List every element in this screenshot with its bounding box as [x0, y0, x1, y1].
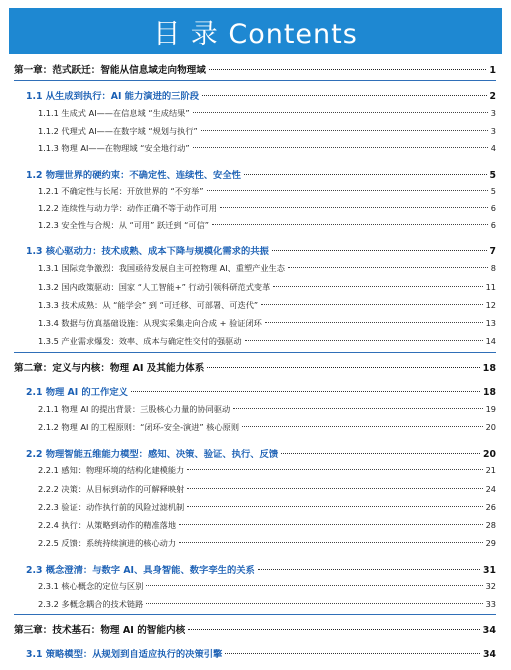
dot-leader: [220, 207, 488, 208]
toc-page-number: 20: [483, 449, 496, 460]
toc-entry-title: 2.3.2 多概念耦合的技术链路: [38, 599, 144, 609]
toc-entry-title: 1.3 核心驱动力：技术成熟、成本下降与规模化需求的共振: [26, 246, 269, 257]
toc-subsection-entry[interactable]: [38, 220, 496, 231]
dot-leader: [209, 69, 486, 70]
toc-entry-title: 2.2.2 决策：从目标到动作的可解释映射: [38, 484, 185, 494]
chapter-divider: [14, 614, 496, 615]
toc-section-entry[interactable]: [26, 646, 496, 660]
toc-section-entry[interactable]: [26, 243, 496, 257]
toc-page-number: 19: [485, 404, 496, 414]
toc-subsection-entry[interactable]: [38, 282, 496, 293]
toc-page-number: 24: [485, 484, 496, 494]
dot-leader: [233, 408, 482, 409]
toc-subsection-entry[interactable]: [38, 263, 496, 274]
toc-entry-title: 第一章：范式跃迁：智能从信息域走向物理域: [14, 65, 206, 76]
toc-chapter-entry[interactable]: [14, 360, 496, 374]
toc-entry-title: 1.3.5 产业需求爆发：效率、成本与确定性交付的强驱动: [38, 336, 242, 346]
toc-page-number: 13: [485, 318, 496, 328]
toc-subsection-entry[interactable]: [38, 520, 496, 531]
dot-leader: [207, 190, 488, 191]
dot-leader: [272, 250, 487, 251]
toc-chapter-entry[interactable]: [14, 62, 496, 76]
dot-leader: [258, 569, 480, 570]
toc-subsection-entry[interactable]: [38, 465, 496, 476]
dot-leader: [225, 653, 480, 654]
contents-title: 目 录 Contents: [153, 18, 358, 50]
toc-page-number: 20: [485, 422, 496, 432]
toc-subsection-entry[interactable]: [38, 126, 496, 137]
toc-entry-title: 2.1.1 物理 AI 的提出背景：三股核心力量的协同驱动: [38, 404, 231, 414]
toc-page-number: 12: [485, 300, 496, 310]
toc-page-number: 4: [490, 143, 496, 153]
dot-leader: [265, 322, 483, 323]
toc-page-number: 31: [483, 565, 496, 576]
toc-page-number: 7: [489, 246, 496, 257]
toc-subsection-entry[interactable]: [38, 300, 496, 311]
toc-page-number: 33: [485, 599, 496, 609]
toc-page-number: 5: [490, 186, 496, 196]
toc-page-number: 3: [490, 108, 496, 118]
toc-subsection-entry[interactable]: [38, 318, 496, 329]
toc-page-number: 2: [489, 91, 496, 102]
toc-subsection-entry[interactable]: [38, 599, 496, 610]
toc-subsection-entry[interactable]: [38, 484, 496, 495]
dot-leader: [281, 453, 480, 454]
toc-entry-title: 2.2 物理智能五维能力模型：感知、决策、验证、执行、反馈: [26, 449, 279, 460]
toc-subsection-entry[interactable]: [38, 581, 496, 592]
toc-subsection-entry[interactable]: [38, 108, 496, 119]
dot-leader: [187, 488, 482, 489]
toc-page-number: 32: [485, 581, 496, 591]
toc-entry-title: 1.2.2 连续性与动力学：动作正确不等于动作可用: [38, 203, 217, 213]
chapter-divider: [14, 80, 496, 81]
toc-page-number: 26: [485, 502, 496, 512]
toc-entry-title: 1.3.1 国际竞争激烈：我国亟待发展自主可控物理 AI、重塑产业生态: [38, 263, 285, 273]
toc-entry-title: 1.2.3 安全性与合规：从 “可用” 跃迁到 “可信”: [38, 220, 210, 230]
toc-section-entry[interactable]: [26, 88, 496, 102]
dot-leader: [193, 147, 488, 148]
toc-page-number: 5: [489, 170, 496, 181]
dot-leader: [146, 603, 482, 604]
toc-page-number: 18: [482, 363, 496, 374]
toc-entry-title: 3.1 策略模型：从规划到自适应执行的决策引擎: [26, 649, 223, 660]
toc-entry-title: 2.2.5 反馈：系统持续演进的核心动力: [38, 538, 177, 548]
dot-leader: [212, 224, 488, 225]
dot-leader: [242, 426, 483, 427]
toc-entry-title: 2.2.1 感知：物理环境的结构化建模能力: [38, 465, 185, 475]
toc-entry-title: 2.2.4 执行：从策略到动作的精准落地: [38, 520, 177, 530]
toc-subsection-entry[interactable]: [38, 336, 496, 347]
toc-page-number: 3: [490, 126, 496, 136]
toc-subsection-entry[interactable]: [38, 186, 496, 197]
toc-entry-title: 2.3.1 核心概念的定位与区别: [38, 581, 144, 591]
toc-entry-title: 1.1.3 物理 AI——在物理域 “安全地行动”: [38, 143, 190, 153]
dot-leader: [146, 585, 482, 586]
toc-subsection-entry[interactable]: [38, 422, 496, 433]
toc-page-number: 1: [489, 65, 496, 76]
dot-leader: [188, 629, 479, 630]
toc-subsection-entry[interactable]: [38, 538, 496, 549]
toc-entry-title: 1.1 从生成到执行：AI 能力演进的三阶段: [26, 91, 200, 102]
toc-entry-title: 1.3.3 技术成熟：从 “能学会” 到 “可迁移、可部署、可迭代”: [38, 300, 259, 310]
toc-entry-title: 1.1.2 代理式 AI——在数字域 “规划与执行”: [38, 126, 198, 136]
toc-subsection-entry[interactable]: [38, 143, 496, 154]
toc-entry-title: 1.2.1 不确定性与长尾：开放世界的 “不穷举”: [38, 186, 204, 196]
chapter-divider: [14, 352, 496, 353]
toc-page-number: 34: [482, 625, 496, 636]
toc-entry-title: 2.1 物理 AI 的工作定义: [26, 387, 128, 398]
toc-page-number: 11: [485, 282, 496, 292]
dot-leader: [131, 391, 480, 392]
toc-page-number: 6: [490, 220, 496, 230]
toc-entry-title: 2.1.2 物理 AI 的工程原则：“闭环-安全-演进” 核心原则: [38, 422, 240, 432]
dot-leader: [187, 469, 482, 470]
toc-page-number: 21: [485, 465, 496, 475]
dot-leader: [187, 506, 482, 507]
toc-page-number: 8: [490, 263, 496, 273]
toc-section-entry[interactable]: [26, 562, 496, 576]
dot-leader: [245, 340, 483, 341]
dot-leader: [273, 286, 482, 287]
dot-leader: [179, 542, 483, 543]
toc-page-number: 34: [483, 649, 496, 660]
toc-page-number: 6: [490, 203, 496, 213]
dot-leader: [207, 367, 479, 368]
dot-leader: [201, 130, 488, 131]
toc-entry-title: 1.3.4 数据与仿真基础设施：从现实采集走向合成 + 验证闭环: [38, 318, 262, 328]
toc-page-number: 18: [483, 387, 496, 398]
toc-entry-title: 第二章：定义与内核：物理 AI 及其能力体系: [14, 363, 205, 374]
toc-page-number: 29: [485, 538, 496, 548]
dot-leader: [261, 304, 482, 305]
toc-entry-title: 1.1.1 生成式 AI——在信息域 “生成结果”: [38, 108, 190, 118]
dot-leader: [193, 112, 488, 113]
toc-subsection-entry[interactable]: [38, 502, 496, 513]
toc-section-entry[interactable]: [26, 384, 496, 398]
toc-entry-title: 1.2 物理世界的硬约束：不确定性、连续性、安全性: [26, 170, 241, 181]
toc-page-number: 28: [485, 520, 496, 530]
toc-section-entry[interactable]: [26, 446, 496, 460]
toc-page-number: 14: [485, 336, 496, 346]
toc-entry-title: 1.3.2 国内政策驱动：国家 “人工智能+” 行动引领科研范式变革: [38, 282, 271, 292]
toc-chapter-entry[interactable]: [14, 622, 496, 636]
toc-subsection-entry[interactable]: [38, 404, 496, 415]
toc-entry-title: 第三章：技术基石：物理 AI 的智能内核: [14, 625, 186, 636]
dot-leader: [202, 95, 486, 96]
toc-entry-title: 2.2.3 验证：动作执行前的风险过滤机制: [38, 502, 185, 512]
toc-section-entry[interactable]: [26, 167, 496, 181]
dot-leader: [179, 524, 483, 525]
toc-subsection-entry[interactable]: [38, 203, 496, 214]
toc-entry-title: 2.3 概念澄清：与数字 AI、具身智能、数字孪生的关系: [26, 565, 255, 576]
dot-leader: [244, 174, 487, 175]
dot-leader: [288, 267, 488, 268]
